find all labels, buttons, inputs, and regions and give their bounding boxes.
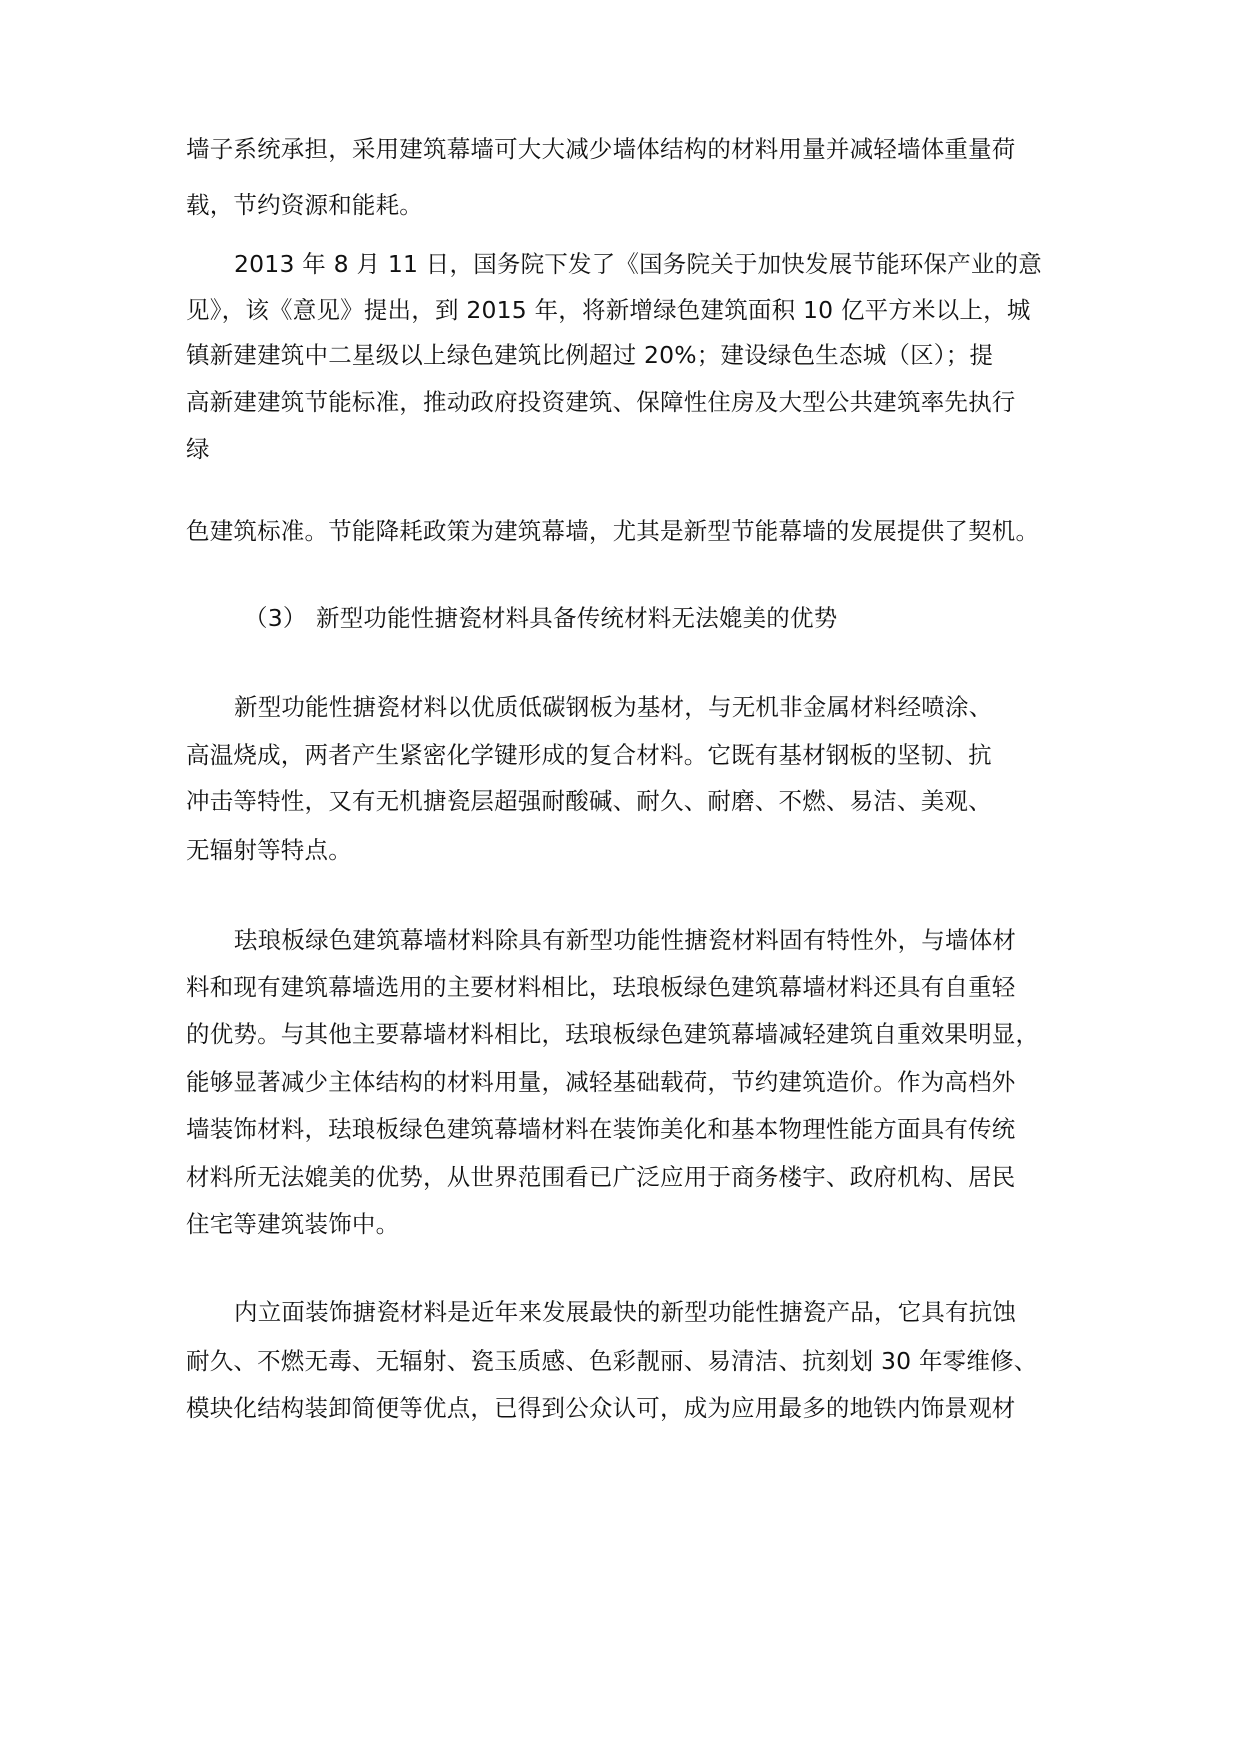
text-line: 新型功能性搪瓷材料以优质低碳钢板为基材，与无机非金属材料经喷涂、 bbox=[234, 693, 993, 721]
text-line: 住宅等建筑装饰中。 bbox=[186, 1210, 400, 1238]
text-line: 镇新建建筑中二星级以上绿色建筑比例超过 20%；建设绿色生态城（区）；提 bbox=[186, 341, 994, 369]
text-line: 耐久、不燃无毒、无辐射、瓷玉质感、色彩靓丽、易清洁、抗刻划 30 年零维修、 bbox=[186, 1347, 1038, 1375]
text-line: 绿 bbox=[186, 435, 210, 463]
text-line: 内立面装饰搪瓷材料是近年来发展最快的新型功能性搪瓷产品，它具有抗蚀 bbox=[234, 1298, 1017, 1326]
text-line: 的优势。与其他主要幕墙材料相比，珐琅板绿色建筑幕墙减轻建筑自重效果明显， bbox=[186, 1020, 1040, 1048]
text-line: 2013 年 8 月 11 日，国务院下发了《国务院关于加快发展节能环保产业的意 bbox=[234, 250, 1043, 278]
text-line: 色建筑标准。节能降耗政策为建筑幕墙，尤其是新型节能幕墙的发展提供了契机。 bbox=[186, 517, 1040, 545]
text-line: 墙装饰材料，珐琅板绿色建筑幕墙材料在装饰美化和基本物理性能方面具有传统 bbox=[186, 1115, 1016, 1143]
text-line: 能够显著减少主体结构的材料用量，减轻基础载荷，节约建筑造价。作为高档外 bbox=[186, 1068, 1016, 1096]
text-line: 无辐射等特点。 bbox=[186, 836, 352, 864]
text-line: 料和现有建筑幕墙选用的主要材料相比，珐琅板绿色建筑幕墙材料还具有自重轻 bbox=[186, 973, 1016, 1001]
text-line: 高新建建筑节能标准，推动政府投资建筑、保障性住房及大型公共建筑率先执行 bbox=[186, 388, 1016, 416]
heading-text: 新型功能性搪瓷材料具备传统材料无法媲美的优势 bbox=[316, 604, 838, 632]
text-line: 高温烧成，两者产生紧密化学键形成的复合材料。它既有基材钢板的坚韧、抗 bbox=[186, 741, 992, 769]
text-line: 载，节约资源和能耗。 bbox=[186, 191, 423, 219]
text-line: 墙子系统承担，采用建筑幕墙可大大减少墙体结构的材料用量并减轻墙体重量荷 bbox=[186, 135, 1016, 163]
text-line: 见》，该《意见》提出，到 2015 年，将新增绿色建筑面积 10 亿平方米以上，城 bbox=[186, 296, 1031, 324]
text-line: 冲击等特性，又有无机搪瓷层超强耐酸碱、耐久、耐磨、不燃、易洁、美观、 bbox=[186, 787, 992, 815]
text-line: 珐琅板绿色建筑幕墙材料除具有新型功能性搪瓷材料固有特性外，与墙体材 bbox=[234, 926, 1017, 954]
text-line: 模块化结构装卸简便等优点，已得到公众认可，成为应用最多的地铁内饰景观材 bbox=[186, 1394, 1016, 1422]
text-line: 材料所无法媲美的优势，从世界范围看已广泛应用于商务楼宇、政府机构、居民 bbox=[186, 1163, 1016, 1191]
heading-number: （3） bbox=[244, 604, 307, 632]
